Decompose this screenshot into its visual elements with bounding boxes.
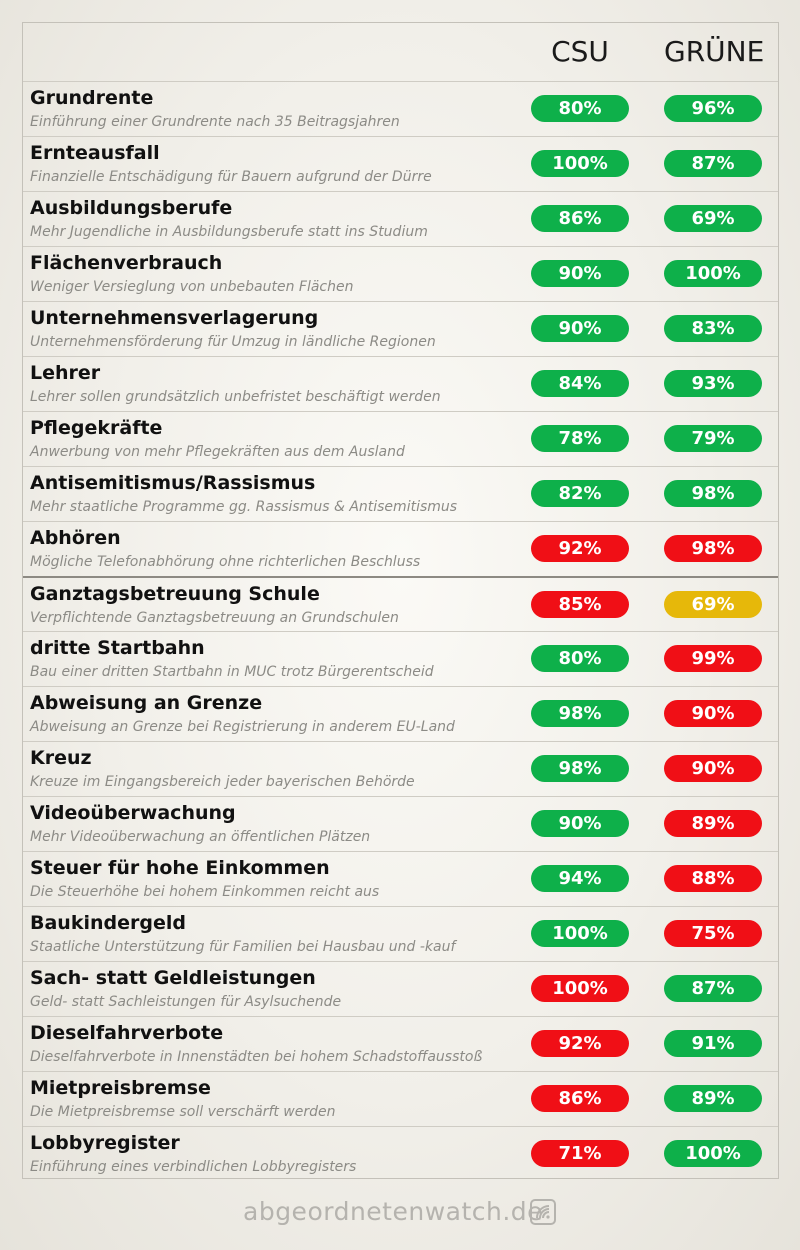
row-title: Lobbyregister — [30, 1132, 180, 1154]
csu-value-badge: 92% — [531, 1030, 629, 1057]
table-row — [23, 136, 778, 191]
csu-value-badge: 100% — [531, 975, 629, 1002]
gruene-value-badge: 88% — [664, 865, 762, 892]
gruene-value-badge: 69% — [664, 205, 762, 232]
row-title: dritte Startbahn — [30, 637, 205, 659]
comparison-table — [22, 22, 779, 1179]
row-subtitle: Einführung einer Grundrente nach 35 Beitragsjahren — [30, 114, 400, 130]
row-title: Grundrente — [30, 87, 154, 109]
table-row — [23, 1016, 778, 1071]
row-subtitle: Geld- statt Sachleistungen für Asylsuchende — [30, 994, 342, 1010]
row-title: Kreuz — [30, 747, 92, 769]
csu-value-badge: 90% — [531, 810, 629, 837]
csu-value-badge: 84% — [531, 370, 629, 397]
table-row — [23, 411, 778, 466]
brand-logo-text[interactable]: abgeordnetenwatch.de — [243, 1197, 544, 1226]
abgeordnetenwatch-logo-icon — [530, 1199, 556, 1225]
csu-value-badge: 82% — [531, 480, 629, 507]
row-title: Antisemitismus/Rassismus — [30, 472, 316, 494]
column-header-csu: CSU — [551, 35, 609, 68]
csu-value-badge: 90% — [531, 315, 629, 342]
row-title: Abweisung an Grenze — [30, 692, 263, 714]
table-row — [23, 796, 778, 851]
row-subtitle: Einführung eines verbindlichen Lobbyregisters — [30, 1159, 357, 1175]
row-title: Unternehmensverlagerung — [30, 307, 319, 329]
csu-value-badge: 92% — [531, 535, 629, 562]
gruene-value-badge: 83% — [664, 315, 762, 342]
gruene-value-badge: 90% — [664, 755, 762, 782]
gruene-value-badge: 90% — [664, 700, 762, 727]
row-subtitle: Unternehmensförderung für Umzug in ländliche Regionen — [30, 334, 436, 350]
csu-value-badge: 78% — [531, 425, 629, 452]
table-header — [23, 23, 778, 81]
row-title: Ausbildungsberufe — [30, 197, 233, 219]
csu-value-badge: 86% — [531, 1085, 629, 1112]
row-subtitle: Bau einer dritten Startbahn in MUC trotz Bürgerentscheid — [30, 664, 434, 680]
table-row — [23, 851, 778, 906]
gruene-value-badge: 98% — [664, 535, 762, 562]
csu-value-badge: 86% — [531, 205, 629, 232]
csu-value-badge: 98% — [531, 700, 629, 727]
row-title: Sach- statt Geldleistungen — [30, 967, 316, 989]
row-subtitle: Finanzielle Entschädigung für Bauern aufgrund der Dürre — [30, 169, 432, 185]
row-subtitle: Staatliche Unterstützung für Familien bei Hausbau und -kauf — [30, 939, 456, 955]
csu-value-badge: 85% — [531, 591, 629, 618]
row-subtitle: Abweisung an Grenze bei Registrierung in anderem EU-Land — [30, 719, 455, 735]
csu-value-badge: 80% — [531, 95, 629, 122]
table-row — [23, 1126, 778, 1181]
row-subtitle: Mehr Jugendliche in Ausbildungsberufe statt ins Studium — [30, 224, 428, 240]
row-subtitle: Dieselfahrverbote in Innenstädten bei hohem Schadstoffausstoß — [30, 1049, 483, 1065]
gruene-value-badge: 69% — [664, 591, 762, 618]
csu-value-badge: 94% — [531, 865, 629, 892]
gruene-value-badge: 87% — [664, 150, 762, 177]
row-subtitle: Die Mietpreisbremse soll verschärft werden — [30, 1104, 336, 1120]
table-row — [23, 686, 778, 741]
csu-value-badge: 98% — [531, 755, 629, 782]
row-title: Lehrer — [30, 362, 101, 384]
gruene-value-badge: 99% — [664, 645, 762, 672]
gruene-value-badge: 100% — [664, 1140, 762, 1167]
gruene-value-badge: 91% — [664, 1030, 762, 1057]
table-row — [23, 356, 778, 411]
row-title: Flächenverbrauch — [30, 252, 223, 274]
table-row — [23, 576, 778, 631]
gruene-value-badge: 75% — [664, 920, 762, 947]
table-row — [23, 301, 778, 356]
gruene-value-badge: 89% — [664, 1085, 762, 1112]
row-subtitle: Lehrer sollen grundsätzlich unbefristet beschäftigt werden — [30, 389, 441, 405]
row-title: Pflegekräfte — [30, 417, 163, 439]
row-subtitle: Anwerbung von mehr Pflegekräften aus dem Ausland — [30, 444, 405, 460]
row-title: Ernteausfall — [30, 142, 160, 164]
table-row — [23, 191, 778, 246]
table-row — [23, 961, 778, 1016]
csu-value-badge: 80% — [531, 645, 629, 672]
row-subtitle: Mögliche Telefonabhörung ohne richterlichen Beschluss — [30, 554, 421, 570]
gruene-value-badge: 89% — [664, 810, 762, 837]
gruene-value-badge: 93% — [664, 370, 762, 397]
csu-value-badge: 100% — [531, 920, 629, 947]
table-row — [23, 466, 778, 521]
gruene-value-badge: 87% — [664, 975, 762, 1002]
table-row — [23, 246, 778, 301]
gruene-value-badge: 96% — [664, 95, 762, 122]
row-subtitle: Mehr staatliche Programme gg. Rassismus & Antisemitismus — [30, 499, 458, 515]
gruene-value-badge: 79% — [664, 425, 762, 452]
csu-value-badge: 71% — [531, 1140, 629, 1167]
table-row — [23, 906, 778, 961]
row-title: Abhören — [30, 527, 121, 549]
row-title: Mietpreisbremse — [30, 1077, 211, 1099]
footer — [0, 1195, 800, 1235]
row-subtitle: Mehr Videoüberwachung an öffentlichen Plätzen — [30, 829, 371, 845]
column-header-gruene: GRÜNE — [664, 35, 765, 68]
row-title: Ganztagsbetreuung Schule — [30, 583, 320, 605]
row-subtitle: Kreuze im Eingangsbereich jeder bayerischen Behörde — [30, 774, 415, 790]
row-subtitle: Verpflichtende Ganztagsbetreuung an Grundschulen — [30, 610, 399, 626]
row-title: Steuer für hohe Einkommen — [30, 857, 330, 879]
csu-value-badge: 90% — [531, 260, 629, 287]
csu-value-badge: 100% — [531, 150, 629, 177]
row-title: Baukindergeld — [30, 912, 186, 934]
table-row — [23, 741, 778, 796]
row-subtitle: Die Steuerhöhe bei hohem Einkommen reicht aus — [30, 884, 380, 900]
table-row — [23, 1071, 778, 1126]
gruene-value-badge: 98% — [664, 480, 762, 507]
table-row — [23, 631, 778, 686]
gruene-value-badge: 100% — [664, 260, 762, 287]
row-title: Videoüberwachung — [30, 802, 236, 824]
table-row — [23, 81, 778, 136]
table-row — [23, 521, 778, 576]
row-subtitle: Weniger Versieglung von unbebauten Flächen — [30, 279, 354, 295]
row-title: Dieselfahrverbote — [30, 1022, 224, 1044]
